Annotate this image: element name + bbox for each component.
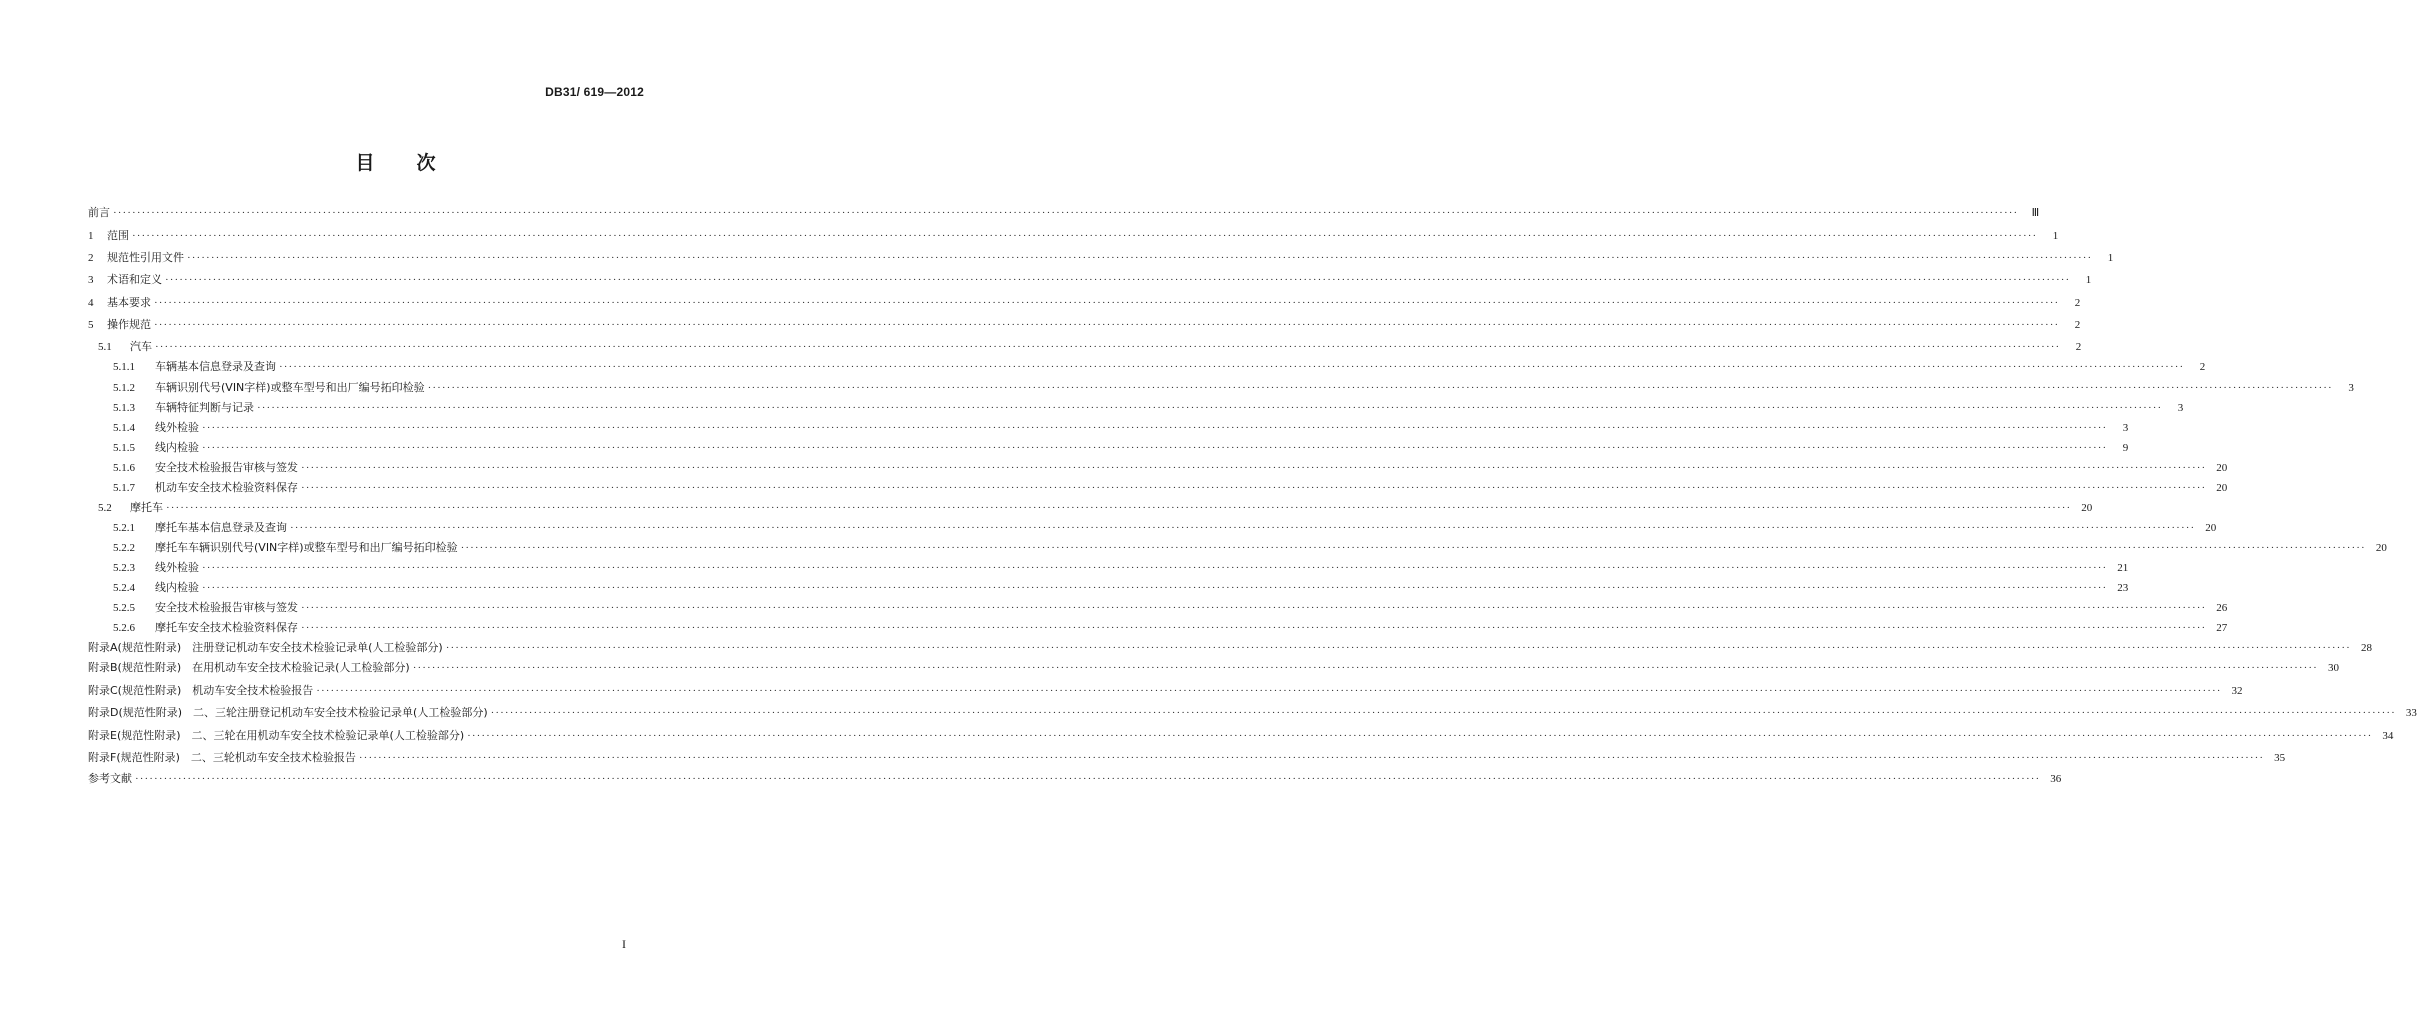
toc-entry-title: 前言	[88, 206, 110, 219]
toc-entry-title: 线内检验	[155, 581, 199, 594]
toc-entry[interactable]	[88, 205, 2040, 221]
toc-leader-dots: ················································································································································································································································································································································································································	[358, 752, 2265, 764]
toc-entry[interactable]	[113, 560, 2129, 576]
toc-entry-page: 33	[2405, 707, 2417, 719]
toc-entry-page: 2	[2074, 297, 2081, 309]
toc-leader-dots: ················································································································································································································································································································································································································	[202, 422, 2108, 434]
toc-entry-page: 9	[2122, 442, 2129, 454]
toc-entry-number: 5.2.6	[113, 622, 135, 634]
toc-entry-page: 34	[2382, 730, 2394, 742]
toc-entry-page: 32	[2231, 685, 2243, 697]
toc-entry-page: 28	[2360, 642, 2372, 654]
toc-entry[interactable]	[88, 317, 2081, 333]
toc-entry-title: 附录F(规范性附录) 二、三轮机动车安全技术检验报告	[88, 751, 356, 764]
toc-entry-page: 1	[2052, 230, 2059, 242]
toc-leader-dots: ················································································································································································································································································································································································································	[154, 297, 2060, 309]
toc-entry[interactable]	[113, 480, 2228, 496]
toc-entry-title: 安全技术检验报告审核与签发	[155, 461, 298, 474]
toc-leader-dots: ················································································································································································································································································································································································································	[155, 341, 2061, 353]
toc-entry-title: 规范性引用文件	[107, 251, 184, 264]
toc-entry-title: 范围	[107, 229, 129, 242]
toc-entry[interactable]	[88, 228, 2059, 244]
toc-leader-dots: ················································································································································································································································································································································································································	[113, 207, 2019, 219]
toc-entry-title: 附录D(规范性附录) 二、三轮注册登记机动车安全技术检验记录单(人工检验部分)	[88, 706, 488, 719]
toc-entry[interactable]	[88, 640, 2372, 656]
document-code: DB31/ 619—2012	[545, 85, 644, 99]
toc-leader-dots: ················································································································································································································································································································································································································	[301, 602, 2207, 614]
toc-entry-title: 摩托车基本信息登录及查询	[155, 521, 287, 534]
toc-entry-page: Ⅲ	[2031, 207, 2040, 219]
toc-entry-title: 安全技术检验报告审核与签发	[155, 601, 298, 614]
toc-leader-dots: ················································································································································································································································································································································································································	[316, 685, 2222, 697]
toc-entry-page: 1	[2085, 274, 2092, 286]
toc-leader-dots: ················································································································································································································································································································································································································	[165, 274, 2071, 286]
toc-leader-dots: ················································································································································································································································································································································································································	[301, 482, 2207, 494]
toc-entry[interactable]	[88, 683, 2243, 699]
toc-entry-number: 5.1.1	[113, 361, 135, 373]
toc-entry-title: 操作规范	[107, 318, 151, 331]
toc-leader-dots: ················································································································································································································································································································································································································	[202, 442, 2108, 454]
toc-entry[interactable]	[88, 705, 2417, 721]
toc-leader-dots: ················································································································································································································································································································································································································	[490, 707, 2396, 719]
toc-entry-title: 线内检验	[155, 441, 199, 454]
toc-entry-page: 21	[2117, 562, 2129, 574]
toc-entry-number: 5.1	[98, 341, 112, 353]
toc-entry[interactable]	[113, 540, 2387, 556]
toc-leader-dots: ················································································································································································································································································································································································································	[166, 502, 2072, 514]
toc-entry[interactable]	[113, 520, 2217, 536]
toc-entry[interactable]	[98, 500, 2093, 516]
toc-entry[interactable]	[88, 750, 2286, 766]
toc-entry[interactable]	[88, 771, 2062, 787]
toc-entry[interactable]	[113, 359, 2206, 375]
toc-entry[interactable]	[113, 420, 2129, 436]
title-char-2: 次	[416, 152, 436, 174]
toc-entry-title: 车辆基本信息登录及查询	[155, 360, 276, 373]
toc-entry-title: 线外检验	[155, 561, 199, 574]
toc-entry-title: 附录C(规范性附录) 机动车安全技术检验报告	[88, 684, 314, 697]
toc-entry-page: 2	[2075, 341, 2082, 353]
toc-entry-title: 汽车	[130, 340, 152, 353]
toc-leader-dots: ················································································································································································································································································································································································································	[202, 562, 2108, 574]
toc-entry-title: 基本要求	[107, 296, 151, 309]
toc-entry-title: 摩托车安全技术检验资料保存	[155, 621, 298, 634]
toc-entry[interactable]	[113, 600, 2228, 616]
toc-entry-title: 附录A(规范性附录) 注册登记机动车安全技术检验记录单(人工检验部分)	[88, 641, 443, 654]
toc-entry-page: 35	[2274, 752, 2286, 764]
toc-leader-dots: ················································································································································································································································································································································································································	[427, 382, 2333, 394]
toc-entry[interactable]	[113, 620, 2228, 636]
toc-entry-number: 5.2.4	[113, 582, 135, 594]
toc-entry-page: 20	[2081, 502, 2093, 514]
toc-entry-page: 3	[2122, 422, 2129, 434]
toc-entry-number: 5.2.3	[113, 562, 135, 574]
toc-entry-number: 5.1.7	[113, 482, 135, 494]
toc-entry-page: 20	[2375, 542, 2387, 554]
toc-entry-page: 20	[2216, 462, 2228, 474]
toc-entry-title: 线外检验	[155, 421, 199, 434]
toc-entry-page: 3	[2348, 382, 2354, 394]
toc-leader-dots: ················································································································································································································································································································································································································	[467, 730, 2373, 742]
toc-entry[interactable]	[88, 660, 2339, 676]
toc-entry-page: 3	[2177, 402, 2184, 414]
toc-entry[interactable]	[113, 400, 2184, 416]
toc-entry-page: 36	[2050, 773, 2062, 785]
toc-entry-number: 2	[88, 252, 94, 264]
toc-leader-dots: ················································································································································································································································································································································································································	[290, 522, 2196, 534]
toc-leader-dots: ················································································································································································································································································································································································································	[154, 319, 2060, 331]
title-char-1: 目	[355, 152, 375, 174]
toc-leader-dots: ················································································································································································································································································································································································································	[257, 402, 2163, 414]
toc-entry-page: 23	[2117, 582, 2129, 594]
toc-entry[interactable]	[88, 272, 2092, 288]
page-title	[0, 148, 791, 175]
toc-entry-title: 摩托车	[130, 501, 163, 514]
toc-entry-title: 参考文献	[88, 772, 132, 785]
toc-leader-dots: ················································································································································································································································································································································································································	[301, 462, 2207, 474]
toc-entry-number: 5.1.3	[113, 402, 135, 414]
toc-entry-title: 车辆特征判断与记录	[155, 401, 254, 414]
toc-entry-page: 2	[2199, 361, 2206, 373]
toc-leader-dots: ················································································································································································································································································································································································································	[460, 542, 2366, 554]
toc-entry-page: 20	[2205, 522, 2217, 534]
toc-leader-dots: ················································································································································································································································································································································································································	[301, 622, 2207, 634]
toc-entry[interactable]	[88, 295, 2081, 311]
toc-entry-number: 5.1.4	[113, 422, 135, 434]
toc-leader-dots: ················································································································································································································································································································································································································	[202, 582, 2108, 594]
toc-entry-number: 5.2	[98, 502, 112, 514]
toc-entry[interactable]	[98, 339, 2082, 355]
toc-leader-dots: ················································································································································································································································································································································································································	[445, 642, 2351, 654]
toc-entry[interactable]	[113, 440, 2129, 456]
toc-entry-title: 机动车安全技术检验资料保存	[155, 481, 298, 494]
toc-entry-number: 5.1.6	[113, 462, 135, 474]
toc-entry-number: 5.1.2	[113, 382, 135, 394]
toc-entry-title: 附录B(规范性附录) 在用机动车安全技术检验记录(人工检验部分)	[88, 661, 410, 674]
toc-entry-number: 4	[88, 297, 94, 309]
toc-entry-title: 车辆识别代号(VIN字样)或整车型号和出厂编号拓印检验	[155, 381, 425, 394]
page-number: I	[622, 937, 626, 951]
toc-entry-number: 5.2.1	[113, 522, 135, 534]
toc-entry-number: 5	[88, 319, 94, 331]
toc-entry[interactable]	[113, 380, 2354, 396]
toc-leader-dots: ················································································································································································································································································································································································································	[132, 230, 2038, 242]
toc-entry-page: 26	[2216, 602, 2228, 614]
toc-entry-page: 1	[2107, 252, 2114, 264]
toc-entry-number: 1	[88, 230, 94, 242]
toc-entry-number: 5.1.5	[113, 442, 135, 454]
toc-entry-page: 20	[2216, 482, 2228, 494]
toc-entry-number: 5.2.5	[113, 602, 135, 614]
toc-entry-page: 27	[2216, 622, 2228, 634]
toc-entry-title: 附录E(规范性附录) 二、三轮在用机动车安全技术检验记录单(人工检验部分)	[88, 729, 465, 742]
toc-entry[interactable]	[113, 580, 2129, 596]
toc-entry-page: 30	[2327, 662, 2339, 674]
toc-entry[interactable]	[88, 728, 2394, 744]
toc-leader-dots: ················································································································································································································································································································································································································	[279, 361, 2185, 373]
toc-entry[interactable]	[113, 460, 2228, 476]
toc-entry-title: 摩托车车辆识别代号(VIN字样)或整车型号和出厂编号拓印检验	[155, 541, 458, 554]
toc-entry-number: 3	[88, 274, 94, 286]
toc-entry-title: 术语和定义	[107, 273, 162, 286]
toc-entry-page: 2	[2074, 319, 2081, 331]
toc-leader-dots: ················································································································································································································································································································································································································	[187, 252, 2093, 264]
toc-entry-number: 5.2.2	[113, 542, 135, 554]
toc-leader-dots: ················································································································································································································································································································································································································	[135, 773, 2041, 785]
toc-leader-dots: ················································································································································································································································································································································································································	[412, 662, 2318, 674]
toc-entry[interactable]	[88, 250, 2114, 266]
